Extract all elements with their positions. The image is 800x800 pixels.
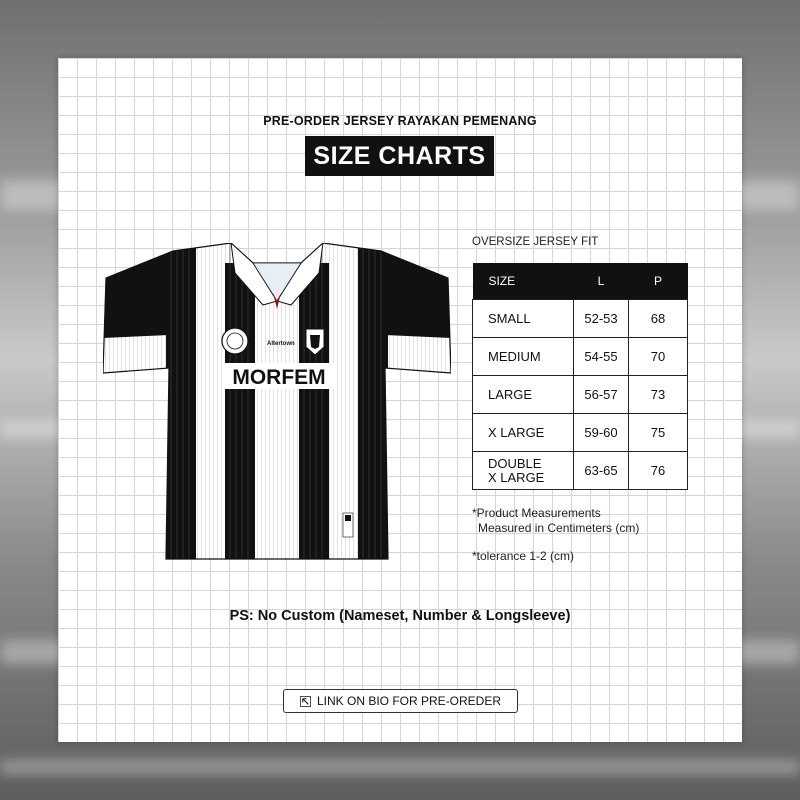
link-label: LINK ON BIO FOR PRE-OREDER (316, 694, 502, 708)
size-name-line1: DOUBLE (488, 455, 542, 471)
table-row (473, 414, 688, 452)
ps-note: PS: No Custom (Nameset, Number & Longsleeve) (229, 608, 571, 624)
header-l: L (574, 263, 629, 300)
size-name: SMALL (473, 300, 574, 338)
measurement-note-line1: *Product Measurements (472, 506, 601, 520)
size-p: 68 (629, 300, 688, 338)
header-p: P (629, 263, 688, 300)
size-l: 54-55 (574, 338, 629, 376)
page-title: SIZE CHARTS (305, 136, 494, 176)
jersey-illustration (103, 243, 451, 561)
size-name-line2: X LARGE (488, 469, 545, 485)
measurement-note (472, 506, 639, 536)
page-subtitle: PRE-ORDER JERSEY RAYAKAN PEMENANG (263, 114, 537, 128)
size-l: 56-57 (574, 376, 629, 414)
fit-label: OVERSIZE JERSEY FIT (472, 236, 599, 248)
size-chart-card (58, 58, 742, 742)
table-header-row (473, 263, 688, 300)
size-table (472, 263, 688, 490)
size-p: 75 (629, 414, 688, 452)
size-name: X LARGE (473, 414, 574, 452)
jersey-brand: Altertown (267, 341, 295, 347)
size-p: 73 (629, 376, 688, 414)
size-name: MEDIUM (473, 338, 574, 376)
size-p: 76 (629, 452, 688, 490)
size-l: 59-60 (574, 414, 629, 452)
table-row (473, 300, 688, 338)
table-row (473, 338, 688, 376)
size-name: LARGE (473, 376, 574, 414)
link-on-bio-button[interactable] (283, 689, 518, 713)
size-l: 52-53 (574, 300, 629, 338)
jersey-sponsor: MORFEM (232, 366, 326, 389)
size-name (473, 452, 574, 490)
header-size: SIZE (473, 263, 574, 300)
measurement-note-line2: Measured in Centimeters (cm) (478, 521, 640, 535)
table-row (473, 452, 688, 490)
size-p: 70 (629, 338, 688, 376)
arrow-up-left-icon (300, 696, 311, 707)
tolerance-note: *tolerance 1-2 (cm) (472, 549, 575, 563)
size-l: 63-65 (574, 452, 629, 490)
table-row (473, 376, 688, 414)
